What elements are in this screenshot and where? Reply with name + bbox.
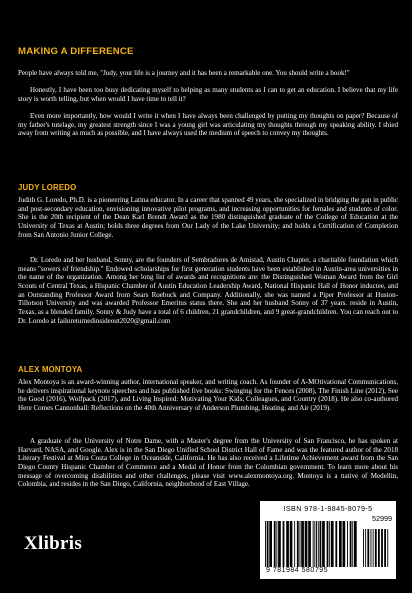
barcode-bar [274,521,276,567]
barcode-bar [347,521,348,567]
barcode-bar [320,521,322,567]
barcode-bar [283,521,285,567]
barcode-bar [335,521,337,567]
addon-bar [378,529,380,567]
alex-bio-paragraph-1: Alex Montoya is an award-winning author, international speaker, and writing coach. As founder of A-MOtivational Communications, he delivers inspirational keynote speeches and has published five books: Swinging for the Fences (2008), The Finish Line (2012), See the Good (2016), Wolfpack (2017), and Living Inspired: Motivating Your Kids, Colleagues, and Country (2018). He also co-authored Here Comes Cannonball: Reflections on the 40th Anniversary of Anderson Plumbing, Heating, and Air (2019). [18,378,398,412]
barcode-bar [331,521,334,567]
ean-digits: 9 781984 580795 [266,567,328,574]
addon-bar [384,529,386,567]
addon-bar [365,529,366,567]
barcode-bar [316,521,317,567]
addon-bar [387,529,388,567]
barcode-bar [294,521,295,567]
judy-bio-paragraph-2: Dr. Loredo and her husband, Sonny, are the founders of Sembradores de Amistad, Austin Chapter, a charitable foundation which means "sowers of friendship." Endowed scholarships for first generation students have been established in Austin-area universities in the name of the organization. Among her long list of awards and recognitions are: the Distinguished Woman Award from the Girl Scouts of Central Texas, a Hispanic Chamber of Austin Education Leadership Award, National Hispanic Hall of Honor inductee, and an Outstanding Professor Award from Sears Roebuck and Company. Additionally, she was named a Piper Professor at Huston-Tillotson University and was awarded Professor Emeritus status there. She and her husband Sonny of 37 years. reside in Austin, Texas, as a blended family. Sonny & Judy have a total of 6 children, 21 grandchildren, and 9 great-grandchildren. You can reach out to Dr. Loredo at failureturnedinsideout2020@gmail.com [18,256,398,325]
section-heading-making-a-difference: MAKING A DIFFERENCE [18,46,134,57]
barcode-bar [327,521,329,567]
barcode-bar [322,521,325,567]
barcode-bar [276,521,277,567]
section-heading-judy-loredo: JUDY LOREDO [18,183,77,192]
publisher-logo: Xlibris [24,533,83,554]
barcode-bar [352,521,353,567]
price-addon-digits: 52999 [372,514,392,523]
addon-bar [381,529,383,567]
addon-bar [367,529,369,567]
barcode-bar [265,521,266,567]
barcode-bar [305,521,308,567]
barcode-bar [300,521,301,567]
barcode-bars [265,521,391,567]
barcode-bar [286,521,289,567]
barcode-bar [318,521,319,567]
alex-bio-paragraph-2: A graduate of the University of Notre Dame, with a Master's degree from the University of San Francisco, he has spoken at Harvard, NASA, and Google. Alex is in the San Diego Unified School District Hall of Fame and was the featured author of the 2018 Literary Festival at Mira Costa College in Oceanside, California. He has also received a Lifetime Achievement award from the San Diego County Hispanic Chamber of Commerce and a Medal of Honor from the Colombian government. To learn more about his message of overcoming disabilities and other challenges, please visit www.alexmontoya.org. Montoya is a native of Medellin, Colombia, and resides in the San Diego, California, neighborhood of East Village. [18,437,398,489]
barcode-bar [290,521,293,567]
barcode-bar [267,521,269,567]
intro-paragraph-2: Honestly, I have been too busy dedicating myself to helping as many students as I can to get an education. I believe that my life story is worth telling, but when would I have time to tell it? [18,86,398,103]
barcode-bar [301,521,304,567]
addon-bar [373,529,374,567]
judy-bio-paragraph-1: Judith G. Loredo, Ph.D. is a pioneering Latina educator. In a career that spanned 49 years, she specialized in bridging the gap in public and post-secondary education, envisioning innovative pilot programs, and increasing opportunities for females and students of color. She is the 20th recipient of the Dean Karl Brendt Award as the 1980 distinguished graduate of the College of Education at the University of Texas at Austin; holds three degrees from Our Lady of the Lake University; and holds a Certification of Completion from San Antonio Junior College. [18,196,398,239]
isbn-barcode [260,501,396,579]
barcode-bar [350,521,352,567]
intro-paragraph-1: People have always told me, "Judy, your life is a journey and it has been a remarkable one. You should write a book!" [18,69,350,77]
barcode-bar [313,521,314,567]
barcode-bar [339,521,342,567]
addon-bar [375,529,377,567]
barcode-bar [308,521,311,567]
barcode-bar [297,521,299,567]
barcode-bar [354,521,357,567]
intro-paragraph-3: Even more importantly, how would I write it when I have always been challenged by putting my thoughts on paper? Because of my father's tutelage, my greatest strength since I was a young girl was articulating my thoughts through my speaking ability. I shied away from writing as much as possible, and I have always used the medium of speech to convey my thoughts. [18,112,398,138]
addon-bar [371,529,372,567]
barcode-bar [329,521,330,567]
barcode-bar [314,521,315,567]
isbn-label: ISBN 978-1-9845-8079-5 [283,504,373,513]
barcode-bar [278,521,281,567]
addon-bar [363,529,364,567]
barcode-bar [269,521,272,567]
section-heading-alex-montoya: ALEX MONTOYA [18,365,83,374]
barcode-bar [343,521,346,567]
